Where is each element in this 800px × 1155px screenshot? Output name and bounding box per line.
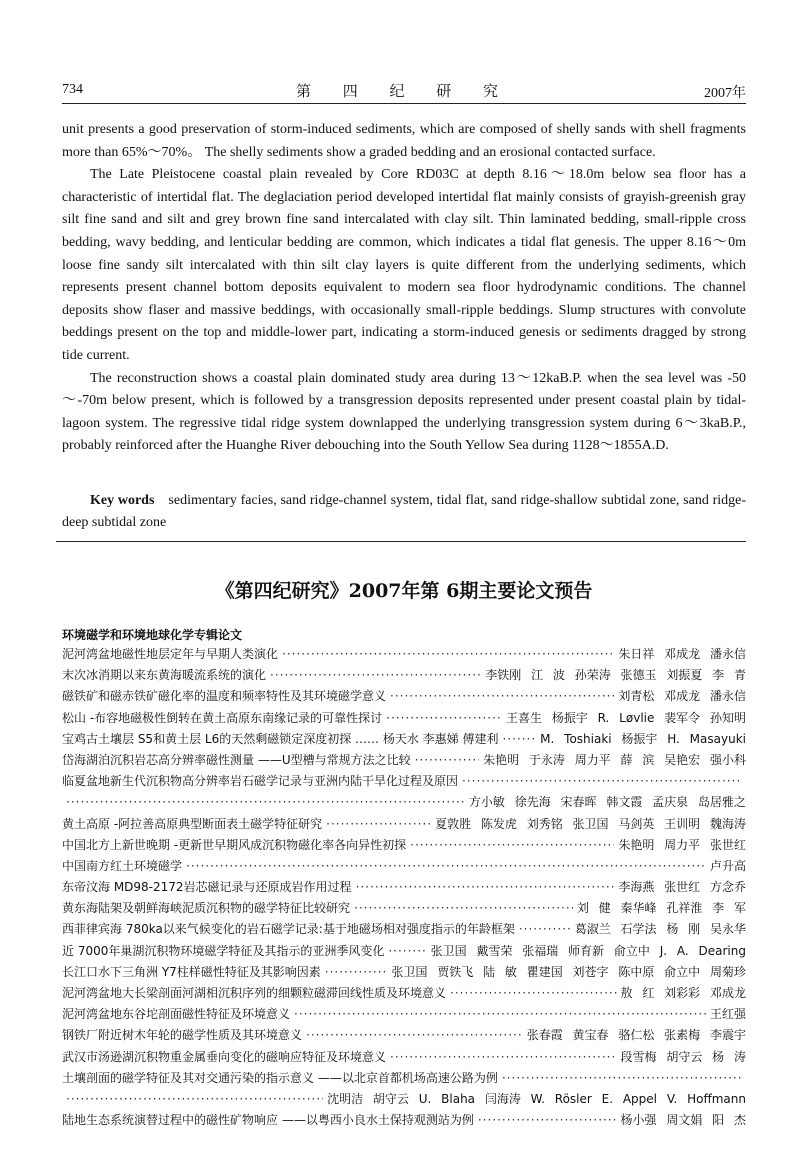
paper-authors: 王喜生 杨振宇 R. Løvlie 裴军令 孙知明: [506, 710, 746, 725]
paper-authors: 沈明洁 胡守云 U. Blaha 闫海涛 W. Rösler E. Appel V. Hoffmann: [327, 1091, 746, 1106]
paper-title: 东帝汶海 MD98-2172岩芯磁记录与还原成岩作用过程: [62, 880, 352, 895]
paper-entry: [62, 920, 746, 941]
paper-authors: 李海燕 张世红 方念乔: [618, 880, 746, 895]
paper-authors: 段雪梅 胡守云 杨 涛: [620, 1049, 746, 1064]
paper-authors: 刘 健 秦华峰 孔祥淮 李 军: [576, 901, 746, 916]
paper-title: 末次冰消期以来东黄海暖流系统的演化: [62, 668, 267, 683]
page-number: 734: [62, 82, 83, 97]
paper-entry: [62, 1048, 746, 1069]
leader-dots: [356, 880, 615, 894]
leader-dots: [325, 965, 388, 979]
leader-dots: [386, 711, 502, 725]
paper-authors: 张卫国 戴雪荣 张福瑞 师育新 俞立中 J. A. Dearing: [430, 943, 746, 958]
leader-dots: [415, 753, 480, 767]
leader-dots: [462, 774, 742, 788]
leader-dots: [186, 859, 706, 873]
paper-authors: 朱日祥 邓成龙 潘永信: [618, 647, 746, 661]
paper-authors: 敖 红 刘彩彩 邓成龙: [620, 986, 746, 1000]
paper-entry: [62, 899, 746, 920]
paper-entry: [62, 963, 746, 984]
leader-dots: [294, 1007, 706, 1021]
paper-preview-list: [62, 645, 746, 1132]
paper-authors: 刘青松 邓成龙 潘永信: [618, 689, 746, 704]
paper-title: 陆地生态系统演替过程中的磁性矿物响应 ——以粤西小良水土保持观测站为例: [62, 1113, 474, 1128]
leader-dots: [306, 1028, 523, 1042]
paper-authors: 方小敏 徐先海 宋春晖 韩文霞 孟庆泉 岛居雅之: [468, 795, 746, 810]
notice-title: 《第四纪研究》2007年第 6期主要论文预告: [215, 580, 593, 602]
paper-entry: [62, 1026, 746, 1047]
leader-dots: [502, 732, 536, 746]
paper-entry: [62, 751, 746, 772]
paper-authors: 王红强: [709, 1007, 746, 1022]
header-rule: [62, 103, 746, 104]
paper-entry: [62, 687, 746, 708]
paper-entry: [62, 857, 746, 878]
paper-title: 黄东海陆架及朝鲜海峡泥质沉积物的磁学特征比较研究: [62, 901, 351, 916]
paper-title: 长江口水下三角洲 Y7柱样磁性特征及其影响因素: [62, 964, 321, 979]
paper-title: 岱海湖泊沉积岩芯高分辨率磁性测量 ——U型槽与常规方法之比较: [62, 752, 411, 767]
paper-authors: 杨小强 周文娟 阳 杰: [620, 1113, 746, 1128]
leader-dots: [282, 647, 614, 661]
paper-entry: [62, 878, 746, 899]
paper-entry: [62, 772, 746, 793]
paper-entry: [62, 1069, 746, 1090]
paper-title: 中国南方红土环境磁学: [62, 858, 183, 873]
paper-authors: 李铁刚 江 波 孙荣涛 张德玉 刘振夏 李 青: [485, 668, 746, 683]
paper-title: 西菲律宾海 780ka以来气候变化的岩石磁学记录:基于地磁场相对强度指示的年龄框架: [62, 922, 515, 937]
paper-entry: [62, 645, 746, 666]
paper-title: 泥河湾盆地磁性地层定年与早期人类演化: [62, 647, 279, 661]
paper-authors: 卢升高: [709, 858, 746, 873]
special-issue-heading: 环境磁学和环境地球化学专辑论文: [62, 628, 243, 642]
paper-entry: [62, 793, 746, 814]
leader-dots: [66, 795, 465, 809]
paper-entry: [62, 836, 746, 857]
leader-dots: [502, 1071, 742, 1085]
paper-authors: M. Toshiaki 杨振宇 H. Masayuki: [540, 731, 746, 746]
leader-dots: [390, 1050, 617, 1064]
paper-entry: [62, 1111, 746, 1132]
paper-entry: [62, 984, 746, 1005]
paper-entry: [62, 709, 746, 730]
paper-title: 泥河湾盆地东谷坨剖面磁性特征及环境意义: [62, 1007, 291, 1022]
english-abstract: [62, 119, 746, 458]
abstract-paragraph: The Late Pleistocene coastal plain revealed by Core RD03C at depth 8.16～18.0m below sea floor has a characteristic of intertidal flat. The deglaciation period developed intertidal flat mainly consists of grayish-greenish gray silt fine sand and silt and grey brown fine sand intercalated with clay silt. Thin laminated bedding, small-ripple cross bedding, wavy bedding, and lenticular bedding are common, which indicates a tidal flat genesis. The upper 8.16～0m loose fine sandy silt intercalated with thin silt clay layers is quite different from the underlying sediments, which represents present channel bottom deposits equivalent to modern sea floor hydrodynamic conditions. The channel deposits show flaser and massive beddings, with occasionally small-ripple beddings. Slump structures with convolute beddings present on the top and middle-lower part, indicating a storm-induced genesis or sediments dragged by strong tide current.: [62, 167, 746, 363]
leader-dots: [388, 944, 426, 958]
paper-title: 临夏盆地新生代沉积物高分辨率岩石磁学记录与亚洲内陆干旱化过程及原因: [62, 774, 459, 789]
paper-title: 武汉市汤逊湖沉积物重金属垂向变化的磁响应特征及环境意义: [62, 1049, 387, 1064]
paper-entry: [62, 1005, 746, 1026]
paper-authors: 张春霞 黄宝春 骆仁松 张素梅 李震宇: [526, 1028, 746, 1043]
paper-entry: [62, 1090, 746, 1111]
paper-title: 土壤剖面的磁学特征及其对交通污染的指示意义 ——以北京首都机场高速公路为例: [62, 1070, 498, 1085]
leader-dots: [410, 838, 614, 852]
paper-title: 磁铁矿和磁赤铁矿磁化率的温度和频率特性及其环境磁学意义: [62, 689, 387, 704]
paper-entry: [62, 666, 746, 687]
abstract-paragraph: unit presents a good preservation of storm-induced sediments, which are composed of shelly sands with shell fragments more than 65%～70%。 The shelly sediments show a graded bedding and an erosional contacted surface.: [62, 122, 746, 160]
leader-dots: [478, 1113, 617, 1127]
paper-authors: 葛淑兰 石学法 杨 刚 吴永华: [574, 922, 746, 937]
paper-title: 钢铁厂附近树木年轮的磁学性质及其环境意义: [62, 1028, 303, 1043]
paper-authors: 朱艳明 周力平 张世红: [618, 837, 746, 852]
paper-authors: 朱艳明 于永涛 周力平 薛 滨 吴艳宏 强小科: [483, 752, 746, 767]
keywords-block: [62, 490, 746, 534]
leader-dots: [390, 689, 614, 703]
paper-title: 宝鸡古土壤层 S5和黄土层 L6的天然剩磁锁定深度初探 …… 杨天水 李惠娣 傅建利: [62, 731, 499, 746]
issue-year: 2007年: [704, 86, 746, 101]
paper-entry: [62, 730, 746, 751]
paper-title: 泥河湾盆地大长梁剖面河湖相沉积序列的细颗粒磁滞回线性质及环境意义: [62, 986, 447, 1000]
paper-entry: [62, 942, 746, 963]
paper-authors: 张卫国 贾铁飞 陆 敏 瞿建国 刘苍字 陈中原 俞立中 周菊珍: [391, 964, 746, 979]
paper-authors: 夏敦胜 陈发虎 刘秀铭 张卫国 马剑英 王训明 魏海涛: [435, 816, 746, 831]
keywords-text: sedimentary facies, sand ridge-channel system, tidal flat, sand ridge-shallow subtidal zone, sand ridge-deep subtidal zone: [62, 493, 746, 530]
leader-dots: [66, 1092, 323, 1106]
leader-dots: [519, 922, 571, 936]
leader-dots: [326, 817, 431, 831]
paper-title: 近 7000年巢湖沉积物环境磁学特征及其指示的亚洲季风变化: [62, 943, 385, 958]
journal-title: 第 四 纪 研 究: [295, 84, 512, 100]
leader-dots: [270, 668, 481, 682]
keywords-label: Key words: [90, 493, 155, 508]
page-header: [62, 80, 746, 102]
leader-dots: [354, 901, 573, 915]
paper-title: 松山 -布容地磁极性倒转在黄土高原东南缘记录的可靠性探讨: [62, 710, 383, 725]
leader-dots: [450, 986, 617, 1000]
paper-entry: [62, 815, 746, 836]
section-divider: [56, 541, 746, 542]
paper-title: 黄土高原 -阿拉善高原典型断面表土磁学特征研究: [62, 816, 323, 831]
abstract-paragraph: The reconstruction shows a coastal plain dominated study area during 13～12kaB.P. when the sea level was -50～-70m below present, which is followed by a transgression deposits represented under present coastal plain by tidal-lagoon system. The regressive tidal ridge system downlapped the underlying transgression system during 6～3kaB.P., probably reinforced after the Huanghe River debouching into the South Yellow Sea during 1128～1855A.D.: [62, 370, 746, 454]
paper-title: 中国北方上新世晚期 -更新世早期风成沉积物磁化率各向异性初探: [62, 837, 407, 852]
